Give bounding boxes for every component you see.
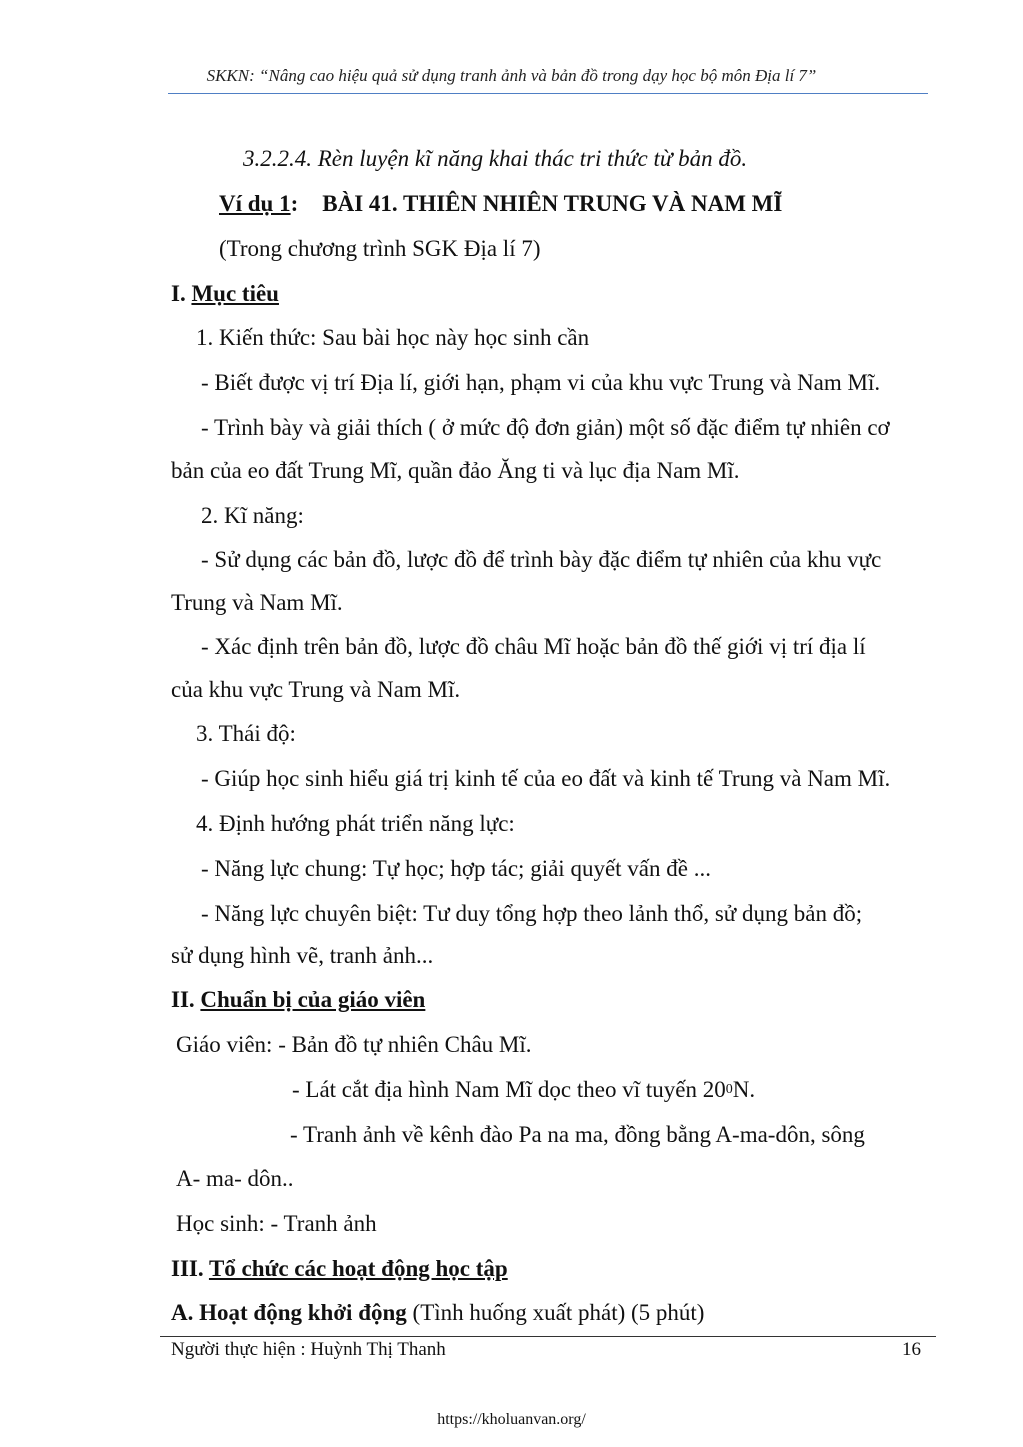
- degree-superscript: 0: [725, 1082, 733, 1097]
- teacher-prep-item-3-line-1: - Tranh ảnh về kênh đào Pa na ma, đồng bằng A-ma-dôn, sông: [290, 1122, 865, 1147]
- footer-divider: [160, 1336, 936, 1337]
- competence-item-2-line-2: sử dụng hình vẽ, tranh ảnh...: [171, 943, 434, 968]
- attitude-heading: 3. Thái độ:: [196, 721, 296, 746]
- teacher-prep-item-2-text: - Lát cắt địa hình Nam Mĩ dọc theo vĩ tuyến 20: [292, 1077, 726, 1102]
- teacher-prep-line: Giáo viên: - Bản đồ tự nhiên Châu Mĩ.: [176, 1032, 532, 1057]
- example-label: Ví dụ 1: [219, 191, 291, 216]
- section-3-title: Tổ chức các hoạt động học tập: [208, 1256, 508, 1281]
- page-header: SKKN: “Nâng cao hiệu quả sử dụng tranh ảnh và bản đồ trong dạy học bộ môn Địa lí 7”: [206, 66, 817, 85]
- section-3-heading: [171, 1255, 508, 1283]
- section-2-number: II.: [171, 987, 201, 1012]
- student-prep-line: Học sinh: - Tranh ảnh: [176, 1211, 377, 1236]
- activity-a-title: A. Hoạt động khởi động: [171, 1300, 407, 1325]
- section-1-heading: [171, 280, 279, 308]
- activity-a-note: (Tình huống xuất phát) (5 phút): [406, 1300, 705, 1325]
- knowledge-item-2-line-1: - Trình bày và giải thích ( ở mức độ đơn giản) một số đặc điểm tự nhiên cơ: [201, 415, 890, 440]
- knowledge-item-1: - Biết được vị trí Địa lí, giới hạn, phạm vi của khu vực Trung và Nam Mĩ.: [201, 370, 881, 395]
- footer-author: Người thực hiện : Huỳnh Thị Thanh: [171, 1339, 446, 1360]
- attitude-item-1: - Giúp học sinh hiểu giá trị kinh tế của eo đất và kinh tế Trung và Nam Mĩ.: [201, 766, 891, 791]
- skills-item-1-line-1: - Sử dụng các bản đồ, lược đồ để trình bày đặc điểm tự nhiên của khu vực: [201, 547, 882, 572]
- teacher-prep-item-2-suffix: N.: [732, 1077, 756, 1102]
- skills-item-2-line-1: - Xác định trên bản đồ, lược đồ châu Mĩ hoặc bản đồ thế giới vị trí địa lí: [201, 634, 866, 659]
- skills-item-1-line-2: Trung và Nam Mĩ.: [171, 590, 343, 615]
- section-1-number: I.: [171, 281, 192, 306]
- knowledge-heading: 1. Kiến thức: Sau bài học này học sinh cần: [196, 325, 590, 350]
- activity-a-line: [171, 1299, 704, 1327]
- section-3-number: III.: [171, 1256, 209, 1281]
- program-note: (Trong chương trình SGK Địa lí 7): [219, 236, 541, 261]
- footer-page-number: 16: [902, 1339, 921, 1360]
- skills-heading: 2. Kĩ năng:: [201, 503, 304, 528]
- competence-heading: 4. Định hướng phát triển năng lực:: [196, 811, 515, 836]
- competence-item-2-line-1: - Năng lực chuyên biệt: Tư duy tổng hợp theo lảnh thổ, sử dụng bản đồ;: [201, 901, 863, 926]
- section-heading: 3.2.2.4. Rèn luyện kĩ năng khai thác tri thức từ bản đồ.: [243, 146, 748, 171]
- example-colon: :: [290, 191, 299, 216]
- knowledge-item-2-line-2: bản của eo đất Trung Mĩ, quần đảo Ăng ti và lục địa Nam Mĩ.: [171, 458, 740, 483]
- section-1-title: Mục tiêu: [191, 281, 279, 306]
- section-2-heading: [171, 986, 425, 1014]
- teacher-prep-item-3-line-2: A- ma- dôn..: [176, 1166, 294, 1191]
- skills-item-2-line-2: của khu vực Trung và Nam Mĩ.: [171, 677, 461, 702]
- header-divider: [168, 93, 928, 94]
- lesson-title: BÀI 41. THIÊN NHIÊN TRUNG VÀ NAM MĨ: [322, 191, 783, 216]
- competence-item-1: - Năng lực chung: Tự học; hợp tác; giải quyết vấn đề ...: [201, 856, 711, 881]
- example-title-line: [219, 190, 782, 218]
- source-url-link[interactable]: https://kholuanvan.org/: [437, 1411, 586, 1428]
- teacher-prep-item-2: [292, 1076, 755, 1108]
- section-2-title: Chuẩn bị của giáo viên: [200, 987, 426, 1012]
